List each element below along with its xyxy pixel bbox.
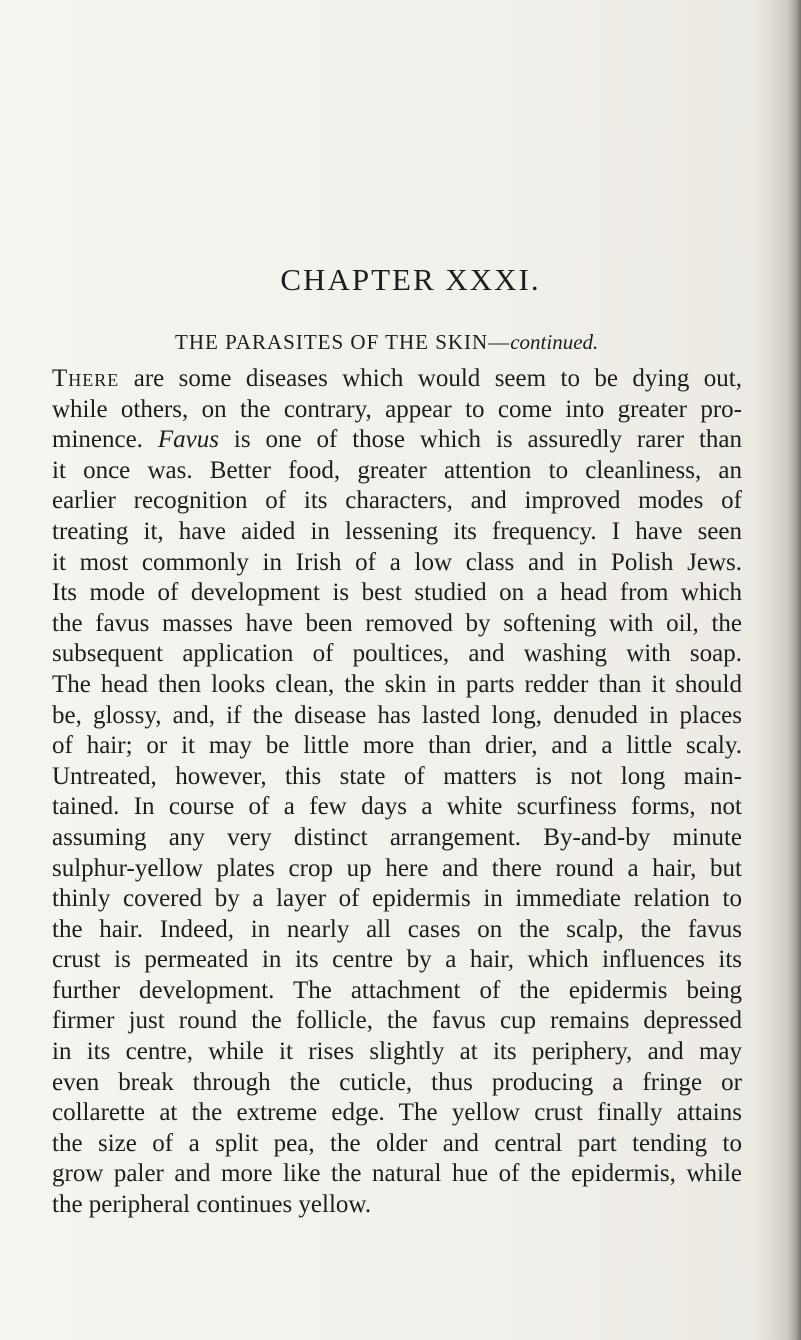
text-line: the peripheral continues yellow. [52, 1191, 372, 1219]
text-line: The head then looks clean, the skin in parts redder than it should [52, 670, 742, 698]
chapter-heading: CHAPTER XXXI. [280, 262, 541, 297]
text-line: in its centre, while it rises slightly at its periphery, and may [52, 1038, 742, 1066]
text-line: the hair. Indeed, in nearly all cases on the scalp, the favus [52, 915, 742, 943]
page-edge-shadow [787, 0, 801, 1340]
body-paragraph [52, 364, 742, 1221]
text-line: collarette at the extreme edge. The yellow crust finally attains [52, 1099, 742, 1127]
italic-term: Favus [157, 426, 219, 454]
text-line: it most commonly in Irish of a low class and in Polish Jews. [52, 548, 742, 576]
text-line: subsequent application of poultices, and washing with soap. [52, 640, 742, 668]
text-line: of hair; or it may be little more than drier, and a little scaly. [52, 732, 742, 760]
text-line: the favus masses have been removed by softening with oil, the [52, 609, 742, 637]
text-line: There are some diseases which would seem to be dying out, [52, 365, 742, 392]
text-line: tained. In course of a few days a white scurfiness forms, not [52, 793, 742, 821]
text-line: grow paler and more like the natural hue of the epidermis, while [52, 1160, 742, 1188]
text-line: Its mode of development is best studied on a head from which [52, 579, 742, 607]
text-line: sulphur-yellow plates crop up here and there round a hair, but [52, 854, 742, 882]
text-line: the size of a split pea, the older and central part tending to [52, 1129, 742, 1157]
text-line: crust is permeated in its centre by a hair, which influences its [52, 946, 742, 974]
text-line: be, glossy, and, if the disease has lasted long, denuded in places [52, 701, 742, 729]
section-title [175, 330, 598, 355]
text-line: while others, on the contrary, appear to come into greater pro- [52, 395, 742, 423]
text-line: further development. The attachment of the epidermis being [52, 976, 742, 1004]
text-line: firmer just round the follicle, the favus cup remains depressed [52, 1007, 742, 1035]
text-line: minence. Favus is one of those which is assuredly rarer than [52, 426, 742, 454]
section-title-continued: continued. [510, 330, 599, 354]
text-line: Untreated, however, this state of matters is not long main- [52, 762, 742, 790]
text-line: assuming any very distinct arrangement. By-and-by minute [52, 823, 742, 851]
text-line: even break through the cuticle, thus producing a fringe or [52, 1068, 742, 1096]
text-line: earlier recognition of its characters, and improved modes of [52, 487, 742, 515]
drop-word: There [52, 365, 120, 392]
text-line: thinly covered by a layer of epidermis in immediate relation to [52, 885, 742, 913]
section-title-main: THE PARASITES OF THE SKIN— [175, 330, 511, 354]
text-line: it once was. Better food, greater attention to cleanliness, an [52, 456, 742, 484]
text-line: treating it, have aided in lessening its frequency. I have seen [52, 517, 742, 545]
